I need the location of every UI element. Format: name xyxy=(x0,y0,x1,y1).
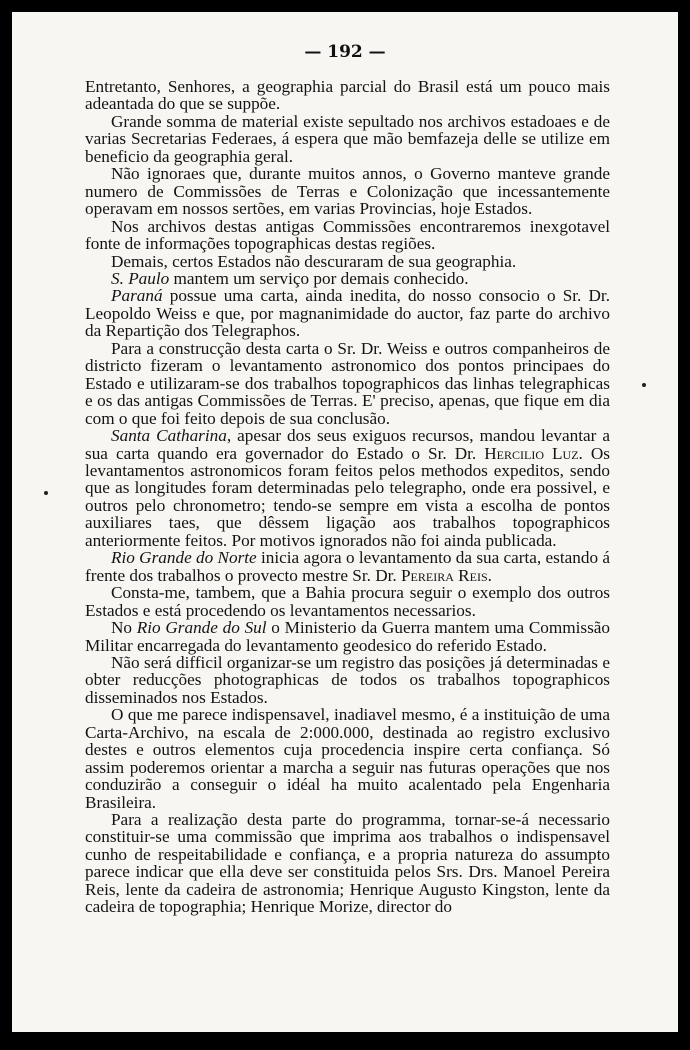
margin-dot xyxy=(642,383,646,387)
paragraph: Santa Catharina, apesar dos seus exiguos recursos, mandou levantar a sua carta quando era governador do Estado o Sr. Dr. Hercilio Luz. Os levantamentos astronomicos foram feitos pelos methodos expeditos, sendo que as longitudes foram determinadas pelo telegrapho, onde era possivel, e outros pelo chronometro; tendo-se sempre em vista a escolha de pontos auxiliares taes, que dêssem ligação aos trabalhos topographicos anteriormente feitos. Por motivos ignorados não foi ainda publicada. xyxy=(85,426,610,550)
paragraph: Demais, certos Estados não descuraram de sua geographia. xyxy=(111,251,517,271)
paragraph: Entretanto, Senhores, a geographia parcial do Brasil está um pouco mais adeantada do que se suppõe. xyxy=(85,77,610,114)
paragraph: Grande somma de material existe sepultado nos archivos estadoaes e de varias Secretarias Federaes, á espera que mão bemfazeja delle se utilize em beneficio da geographia geral. xyxy=(85,111,610,166)
paragraph: Nos archivos destas antigas Commissões encontraremos inexgotavel fonte de informações topographicas destas regiões. xyxy=(85,216,610,254)
margin-dot xyxy=(44,491,48,495)
document-page xyxy=(12,12,678,1032)
italic-state-name: Rio Grande do Norte xyxy=(111,548,257,568)
paragraph: O que me parece indispensavel, inadiavel mesmo, é a instituição de uma Carta-Archivo, na escala de 2:000.000, destinada ao registro exclusivo destes e outros elementos cuja procedencia inspire certa confiança. Só assim poderemos orientar a marcha a seguir nas futuras operações que nos conduzirão a conseguir o idéal ha muito acalentado pela Engenharia Brasileira. xyxy=(85,705,610,812)
italic-state-name: Paraná xyxy=(111,286,163,306)
small-caps-name: Hercilio Luz xyxy=(484,443,579,463)
paragraph: No Rio Grande do Sul o Ministerio da Guerra mantem uma Commissão Militar encarregada do levantamento geodesico do referido Estado. xyxy=(85,618,611,655)
paragraph: Consta-me, tambem, que a Bahia procura seguir o exemplo dos outros Estados e está procedendo os levantamentos necessarios. xyxy=(85,583,610,620)
paragraph: S. Paulo mantem um serviço por demais conhecido. xyxy=(111,268,469,288)
paragraph: Não será difficil organizar-se um registro das posições já determinadas e obter reducções photographicas de todos os trabalhos topographicos disseminados nos Estados. xyxy=(85,652,610,707)
paragraph: Para a construcção desta carta o Sr. Dr. Weiss e outros companheiros de districto fizeram o levantamento astronomico dos pontos principaes do Estado e utilizaram-se dos trabalhos topographicos das linhas telegraphicas e os das antigas Commissões de Terras. E' preciso, apenas, que fique em dia com o que foi feito depois de sua conclusão. xyxy=(85,338,610,428)
paragraph: Paraná possue uma carta, ainda inedita, do nosso consocio o Sr. Dr. Leopoldo Weiss e que, por magnanimidade do auctor, faz parte do archivo da Repartição dos Telegraphos. xyxy=(85,286,610,341)
page-number: — 192 — xyxy=(304,42,386,62)
paragraph: Rio Grande do Norte inicia agora o levantamento da sua carta, estando á frente dos trabalhos o provecto mestre Sr. Dr. Pereira Reis. xyxy=(85,548,610,585)
italic-state-name: Rio Grande do Sul xyxy=(136,618,267,638)
small-caps-name: Pereira Reis xyxy=(400,565,488,585)
body-text xyxy=(85,78,610,916)
paragraph: Não ignoraes que, durante muitos annos, o Governo manteve grande numero de Commissões de Terras e Colonização que incessantemente operavam em nossos sertões, em varias Provincias, hoje Estados. xyxy=(85,164,610,219)
paragraph: Para a realização desta parte do programma, tornar-se-á necessario constituir-se uma commissão que imprima aos trabalhos o indispensavel cunho de respeitabilidade e confiança, e a propria natureza do assumpto parece indicar que ella deve ser constituida pelos Srs. Drs. Manoel Pereira Reis, lente da cadeira de astronomia; Henrique Augusto Kingston, lente da cadeira de topographia; Henrique Morize, director do xyxy=(85,810,610,917)
italic-state-name: S. Paulo xyxy=(111,268,170,288)
italic-state-name: Santa Catharina xyxy=(111,426,227,446)
